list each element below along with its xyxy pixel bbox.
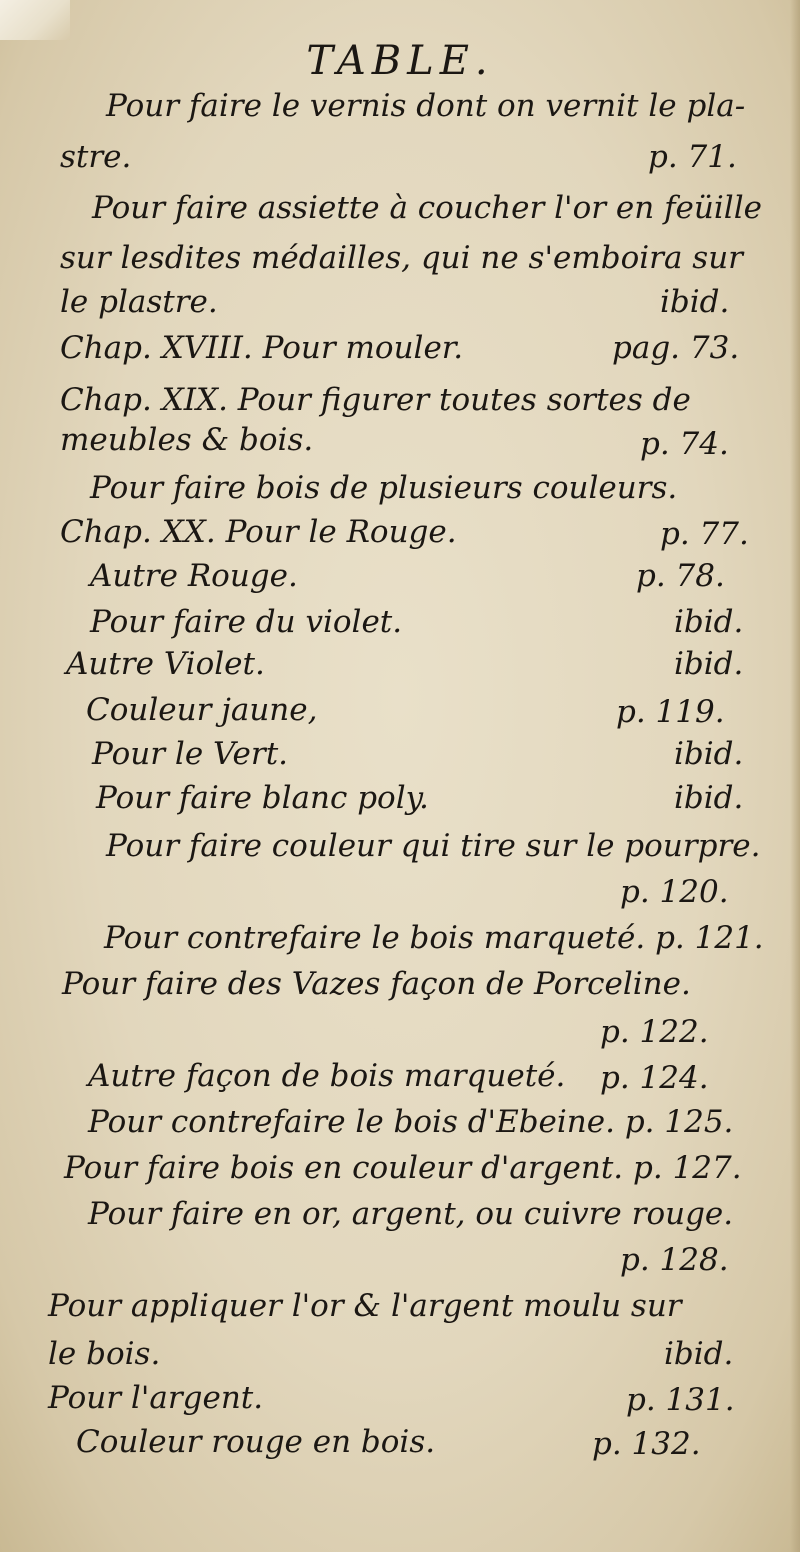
- entry-text: Pour faire bois de plusieurs couleurs.: [90, 470, 678, 506]
- entry-text: meubles & bois.: [60, 422, 314, 458]
- entry-page: pag. 73.: [612, 330, 740, 366]
- entry-text: stre.: [60, 139, 132, 175]
- entry-page: ibid.: [664, 1336, 734, 1372]
- entry-text: Autre Violet.: [66, 646, 265, 682]
- entry-text: Pour l'argent.: [48, 1380, 264, 1416]
- entry-text: Pour faire assiette à coucher l'or en feüille: [92, 190, 762, 226]
- entry-text: sur lesdites médailles, qui ne s'emboira sur: [60, 240, 743, 276]
- entry-text: Couleur rouge en bois.: [76, 1424, 436, 1460]
- entry-page: ibid.: [674, 736, 744, 772]
- entry-page: p. 119.: [616, 694, 725, 730]
- entry-page: p. 131.: [626, 1382, 735, 1418]
- entry-page: ibid.: [674, 646, 744, 682]
- entry-text: Pour le Vert.: [92, 736, 289, 772]
- entry-text: Pour appliquer l'or & l'argent moulu sur: [48, 1288, 682, 1324]
- entry-page: p. 128.: [620, 1242, 729, 1278]
- entry-text: Chap. XVIII. Pour mouler.: [60, 330, 464, 366]
- entry-text: Autre Rouge.: [90, 558, 298, 594]
- entry-page: ibid.: [660, 284, 730, 320]
- entry-text: Pour contrefaire le bois d'Ebeine. p. 125.: [88, 1104, 734, 1140]
- entry-text: Pour faire bois en couleur d'argent. p. 127.: [64, 1150, 742, 1186]
- entry-text: Pour faire des Vazes façon de Porceline.: [62, 966, 691, 1002]
- entry-text: Pour faire en or, argent, ou cuivre rouge.: [88, 1196, 734, 1232]
- entry-page: p. 78.: [636, 558, 725, 594]
- entry-text: Pour faire le vernis dont on vernit le pla-: [106, 88, 746, 124]
- entry-page: p. 122.: [600, 1014, 709, 1050]
- entry-text: Pour faire couleur qui tire sur le pourpre.: [106, 828, 761, 864]
- entry-page: p. 71.: [648, 139, 737, 175]
- entry-page: p. 74.: [640, 426, 729, 462]
- entry-text: le plastre.: [60, 284, 218, 320]
- entry-page: p. 132.: [592, 1426, 701, 1462]
- entry-text: Pour faire du violet.: [90, 604, 403, 640]
- entry-page: ibid.: [674, 780, 744, 816]
- entry-page: p. 77.: [660, 516, 749, 552]
- entry-text: Pour contrefaire le bois marqueté. p. 121.: [104, 920, 764, 956]
- entry-text: Chap. XIX. Pour figurer toutes sortes de: [60, 382, 691, 418]
- entry-text: Couleur jaune,: [86, 692, 318, 728]
- torn-corner: [0, 0, 70, 40]
- entry-text: le bois.: [48, 1336, 161, 1372]
- entry-text: Autre façon de bois marqueté.: [88, 1058, 566, 1094]
- entry-page: ibid.: [674, 604, 744, 640]
- entry-text: Chap. XX. Pour le Rouge.: [60, 514, 457, 550]
- entry-page: p. 124.: [600, 1060, 709, 1096]
- page-gutter-shadow: [790, 0, 800, 1552]
- entry-page: p. 120.: [620, 874, 729, 910]
- entry-text: Pour faire blanc poly.: [96, 780, 429, 816]
- page-title: TABLE.: [306, 38, 494, 84]
